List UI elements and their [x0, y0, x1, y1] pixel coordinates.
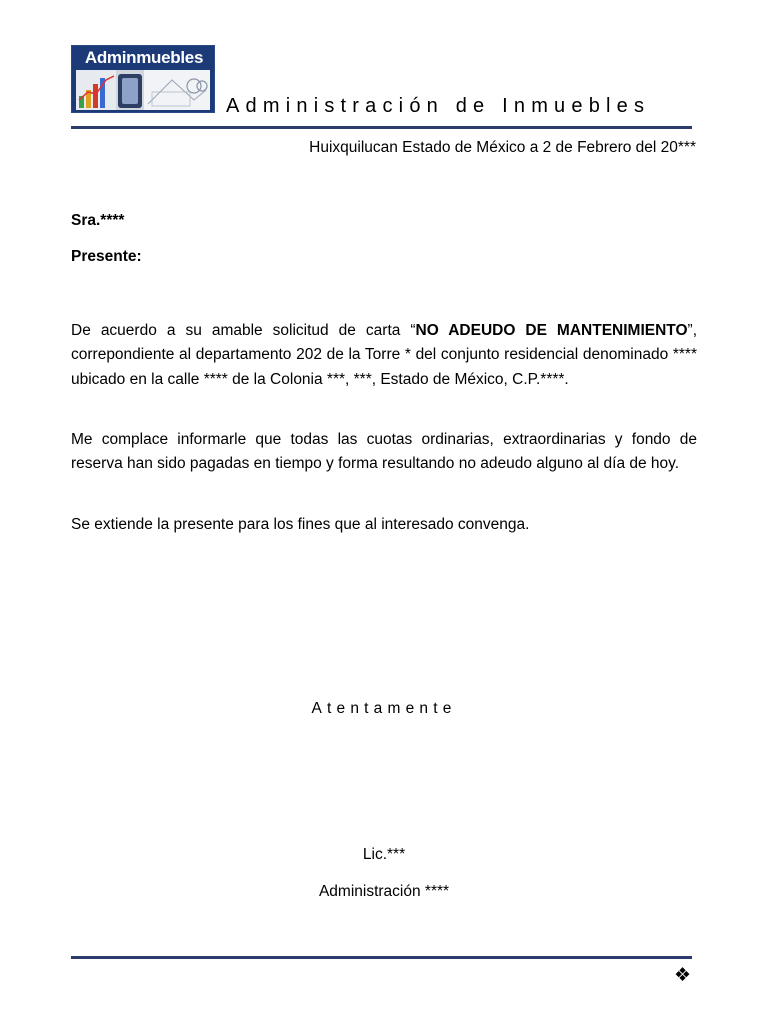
header-title: Administración de Inmuebles [226, 95, 651, 117]
paragraph-request-bold: NO ADEUDO DE MANTENIMIENTO [415, 322, 688, 339]
addressee: Sra.**** [71, 212, 125, 229]
footer-divider [71, 956, 692, 959]
logo-illustration [76, 70, 210, 110]
date-line: Huixquilucan Estado de México a 2 de Febrero del 20*** [309, 139, 696, 156]
paragraph-closing: Se extiende la presente para los fines que al interesado convenga. [71, 516, 530, 533]
closing-salutation: Atentamente [311, 700, 457, 717]
greeting: Presente: [71, 248, 142, 265]
header-divider [71, 126, 692, 129]
signature-name: Lic.*** [362, 846, 406, 863]
company-logo [71, 45, 215, 113]
paragraph-confirmation: Me complace informarle que todas las cuotas ordinarias, extraordinarias y fondo de reserva han sido pagadas en tiempo y forma resultando no adeudo alguno al día de hoy. [71, 431, 697, 473]
paragraph-request [71, 319, 697, 392]
signature-title: Administración **** [318, 883, 450, 900]
paragraph-request-part1: De acuerdo a su amable solicitud de carta “ [71, 322, 416, 339]
paragraph-request-part2: ”, correpondiente al departamento 202 de la Torre * del conjunto residencial denominado **** ubicado en la calle **** de la Colonia ***, ***, Estado de México, C.P.****. [71, 322, 697, 388]
logo-text: Adminmuebles [84, 48, 204, 67]
diamond-cluster-icon: ❖ [674, 965, 692, 986]
